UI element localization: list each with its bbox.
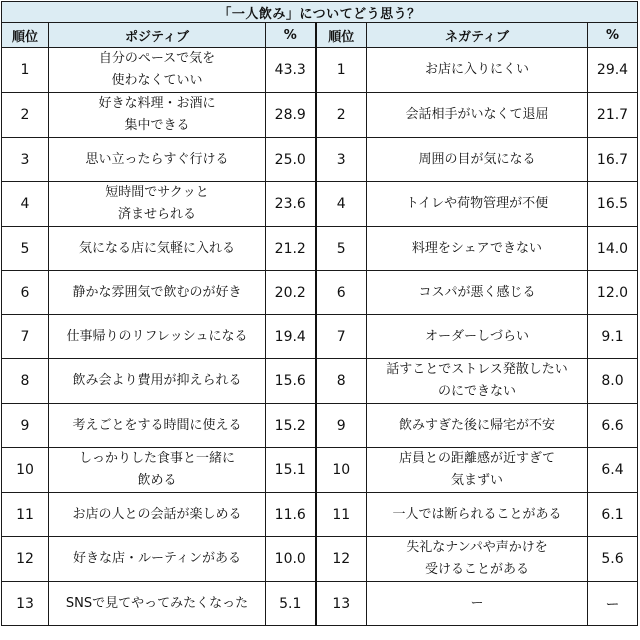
negative-item: 飲みすぎた後に帰宅が不安	[367, 404, 588, 448]
negative-item: 周囲の目が気になる	[367, 138, 588, 182]
negative-percent: 6.4	[588, 448, 638, 493]
table-body	[2, 48, 638, 626]
positive-percent: 15.6	[266, 359, 316, 404]
positive-rank: 6	[2, 271, 49, 315]
negative-rank: 7	[316, 315, 367, 359]
negative-rank: 6	[316, 271, 367, 315]
negative-percent: 16.7	[588, 138, 638, 182]
table-row	[2, 138, 638, 182]
positive-percent: 21.2	[266, 227, 316, 271]
positive-percent: 43.3	[266, 48, 316, 93]
positive-item: 仕事帰りのリフレッシュになる	[49, 315, 266, 359]
negative-rank: 11	[316, 493, 367, 537]
header-rank-negative: 順位	[316, 23, 367, 48]
positive-rank: 10	[2, 448, 49, 493]
positive-rank: 9	[2, 404, 49, 448]
negative-rank: 4	[316, 182, 367, 227]
negative-percent: ー	[588, 582, 638, 626]
positive-item: 好きな料理・お酒に 集中できる	[49, 93, 266, 138]
survey-table	[1, 1, 638, 626]
negative-rank: 2	[316, 93, 367, 138]
positive-percent: 15.2	[266, 404, 316, 448]
negative-percent: 5.6	[588, 537, 638, 582]
table-row	[2, 448, 638, 493]
positive-percent: 25.0	[266, 138, 316, 182]
positive-item: 好きな店・ルーティンがある	[49, 537, 266, 582]
negative-percent: 8.0	[588, 359, 638, 404]
positive-percent: 10.0	[266, 537, 316, 582]
table-row	[2, 182, 638, 227]
negative-percent: 6.1	[588, 493, 638, 537]
positive-percent: 20.2	[266, 271, 316, 315]
negative-percent: 21.7	[588, 93, 638, 138]
positive-rank: 5	[2, 227, 49, 271]
negative-item: 店員との距離感が近すぎて 気まずい	[367, 448, 588, 493]
positive-rank: 8	[2, 359, 49, 404]
negative-percent: 12.0	[588, 271, 638, 315]
positive-item: 自分のペースで気を 使わなくていい	[49, 48, 266, 93]
positive-item: お店の人との会話が楽しめる	[49, 493, 266, 537]
negative-percent: 16.5	[588, 182, 638, 227]
table-row	[2, 48, 638, 93]
positive-percent: 28.9	[266, 93, 316, 138]
table-title: 「一人飲み」についてどう思う？	[2, 2, 638, 23]
header-row	[2, 23, 638, 48]
positive-rank: 4	[2, 182, 49, 227]
negative-item: トイレや荷物管理が不便	[367, 182, 588, 227]
positive-percent: 15.1	[266, 448, 316, 493]
negative-item: お店に入りにくい	[367, 48, 588, 93]
positive-item: 思い立ったらすぐ行ける	[49, 138, 266, 182]
positive-rank: 12	[2, 537, 49, 582]
negative-percent: 29.4	[588, 48, 638, 93]
table-row	[2, 359, 638, 404]
negative-percent: 6.6	[588, 404, 638, 448]
header-percent-positive: %	[266, 23, 316, 48]
negative-item: 会話相手がいなくて退屈	[367, 93, 588, 138]
positive-percent: 5.1	[266, 582, 316, 626]
negative-item: オーダーしづらい	[367, 315, 588, 359]
positive-rank: 2	[2, 93, 49, 138]
positive-item: 飲み会より費用が抑えられる	[49, 359, 266, 404]
negative-rank: 10	[316, 448, 367, 493]
table-row	[2, 271, 638, 315]
negative-item: ー	[367, 582, 588, 626]
negative-item: 料理をシェアできない	[367, 227, 588, 271]
negative-rank: 13	[316, 582, 367, 626]
table-row	[2, 582, 638, 626]
negative-rank: 12	[316, 537, 367, 582]
negative-item: 失礼なナンパや声かけを 受けることがある	[367, 537, 588, 582]
positive-percent: 23.6	[266, 182, 316, 227]
negative-percent: 9.1	[588, 315, 638, 359]
positive-percent: 19.4	[266, 315, 316, 359]
negative-rank: 8	[316, 359, 367, 404]
positive-item: 短時間でサクッと 済ませられる	[49, 182, 266, 227]
table-row	[2, 537, 638, 582]
table-row	[2, 404, 638, 448]
negative-item: 話すことでストレス発散したい のにできない	[367, 359, 588, 404]
positive-item: 考えごとをする時間に使える	[49, 404, 266, 448]
table-row	[2, 315, 638, 359]
negative-item: 一人では断られることがある	[367, 493, 588, 537]
table-row	[2, 227, 638, 271]
positive-rank: 13	[2, 582, 49, 626]
positive-item: しっかりした食事と一緒に 飲める	[49, 448, 266, 493]
positive-rank: 11	[2, 493, 49, 537]
header-percent-negative: %	[588, 23, 638, 48]
survey-table-frame	[1, 1, 637, 637]
positive-rank: 1	[2, 48, 49, 93]
negative-item: コスパが悪く感じる	[367, 271, 588, 315]
header-rank-positive: 順位	[2, 23, 49, 48]
positive-item: 静かな雰囲気で飲むのが好き	[49, 271, 266, 315]
table-row	[2, 493, 638, 537]
header-negative: ネガティブ	[367, 23, 588, 48]
positive-rank: 3	[2, 138, 49, 182]
negative-rank: 9	[316, 404, 367, 448]
negative-rank: 3	[316, 138, 367, 182]
header-positive: ポジティブ	[49, 23, 266, 48]
positive-rank: 7	[2, 315, 49, 359]
negative-percent: 14.0	[588, 227, 638, 271]
negative-rank: 1	[316, 48, 367, 93]
table-row	[2, 93, 638, 138]
positive-item: SNSで見てやってみたくなった	[49, 582, 266, 626]
positive-percent: 11.6	[266, 493, 316, 537]
negative-rank: 5	[316, 227, 367, 271]
positive-item: 気になる店に気軽に入れる	[49, 227, 266, 271]
